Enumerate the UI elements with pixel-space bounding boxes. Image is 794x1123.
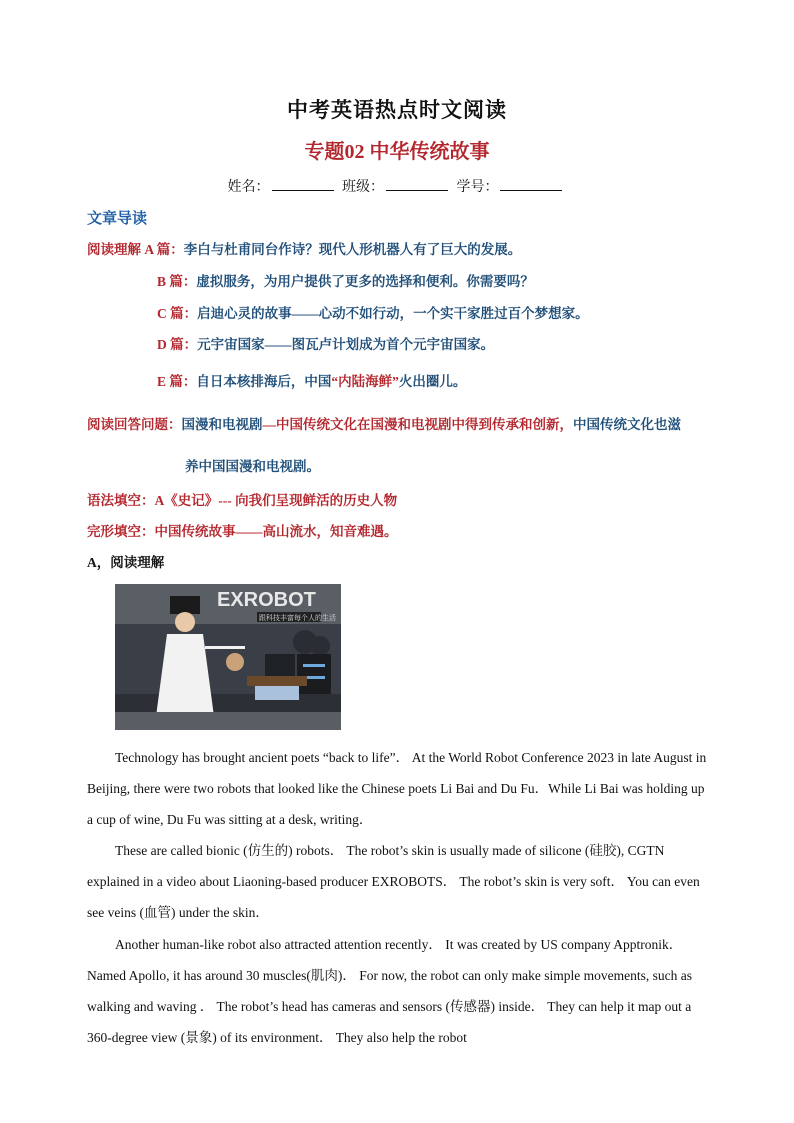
grammar-text: A《史记》--- 向我们呈现鲜活的历史人物 bbox=[154, 493, 398, 508]
id-label: 学号： bbox=[456, 179, 499, 195]
guide-qa-line-1 bbox=[87, 413, 681, 433]
guide-item-d bbox=[157, 333, 494, 353]
guide-e-text-3: 火出圈儿。 bbox=[398, 374, 467, 389]
guide-e-text-1: 自日本核排海后，中国 bbox=[196, 374, 332, 389]
cloze-text: 中国传统故事——高山流水，知音难遇。 bbox=[154, 524, 398, 539]
guide-c-label: C 篇： bbox=[157, 306, 198, 321]
robot-photo-illustration bbox=[115, 584, 341, 730]
guide-qa-line-2 bbox=[185, 455, 320, 475]
guide-item-c bbox=[157, 302, 589, 322]
guide-item-b bbox=[157, 270, 534, 290]
guide-c-text: 启迪心灵的故事——心动不如行动，一个实干家胜过百个梦想家。 bbox=[197, 306, 589, 321]
name-label: 姓名： bbox=[227, 179, 270, 195]
cloze-label: 完形填空： bbox=[87, 524, 155, 539]
qa-text-2: —中国传统文化在国漫和电视剧中得到传承和创新， bbox=[262, 417, 573, 432]
qa-text-4: 养中国国漫和电视剧。 bbox=[185, 459, 320, 474]
page-title: 中考英语热点时文阅读 bbox=[287, 98, 507, 122]
paragraph-3: Another human-like robot also attracted attention recently． It was created by US company Apptronik． Named Apollo, it has around 30 muscles(肌肉)． For now, the robot can only make simple movements, such as walking and waving ． The robot’s head has cameras and sensors (传感器) inside． They can help it map out a 360-degree view (景象) of its environment． They also help the robot bbox=[87, 937, 693, 1045]
class-blank bbox=[386, 178, 448, 191]
class-label: 班级： bbox=[342, 179, 384, 195]
qa-text-3: 中国传统文化也滋 bbox=[573, 417, 681, 432]
qa-label: 阅读回答问题： bbox=[87, 417, 182, 432]
guide-grammar bbox=[87, 489, 397, 509]
qa-text-1: 国漫和电视剧 bbox=[181, 417, 263, 432]
robot-poets-photo bbox=[115, 584, 341, 730]
guide-a-label: 阅读理解 A 篇： bbox=[87, 242, 184, 257]
photo-caption-text: 跟科技丰富每个人的生活 bbox=[259, 614, 336, 622]
guide-e-label: E 篇： bbox=[157, 374, 197, 389]
paragraph-1: Technology has brought ancient poets “back to life”． At the World Robot Conference 2023 in late August in Beijing, there were two robots that looked like the Chinese poets Li Bai and Du Fu．While Li Bai was holding up a cup of wine, Du Fu was sitting at a desk, writing． bbox=[87, 750, 707, 827]
student-info-row bbox=[0, 176, 794, 196]
paragraph-2: These are called bionic (仿生的) robots． The robot’s skin is usually made of silicone (硅胶), CGTN explained in a video about Liaoning-based producer EXROBOTS． The robot’s skin is very soft． You can even see veins (血管) under the skin． bbox=[87, 843, 700, 920]
guide-b-label: B 篇： bbox=[157, 274, 197, 289]
guide-b-text: 虚拟服务，为用户提供了更多的选择和便利。你需要吗？ bbox=[196, 274, 534, 289]
id-blank bbox=[500, 178, 562, 191]
guide-heading: 文章导读 bbox=[87, 211, 148, 227]
guide-d-text: 元宇宙国家——图瓦卢计划成为首个元宇宙国家。 bbox=[197, 337, 495, 352]
page-subtitle: 专题02 中华传统故事 bbox=[304, 141, 490, 163]
guide-item-a bbox=[87, 238, 521, 258]
guide-a-text: 李白与杜甫同台作诗？现代人形机器人有了巨大的发展。 bbox=[183, 242, 522, 257]
name-blank bbox=[272, 178, 334, 191]
grammar-label: 语法填空： bbox=[87, 493, 155, 508]
guide-cloze bbox=[87, 520, 398, 540]
guide-item-e bbox=[157, 370, 466, 390]
guide-e-text-2: “内陆海鲜” bbox=[331, 374, 399, 389]
photo-sign-text: EXROBOT bbox=[217, 589, 316, 611]
guide-d-label: D 篇： bbox=[157, 337, 198, 352]
section-a-heading: A，阅读理解 bbox=[87, 555, 165, 570]
